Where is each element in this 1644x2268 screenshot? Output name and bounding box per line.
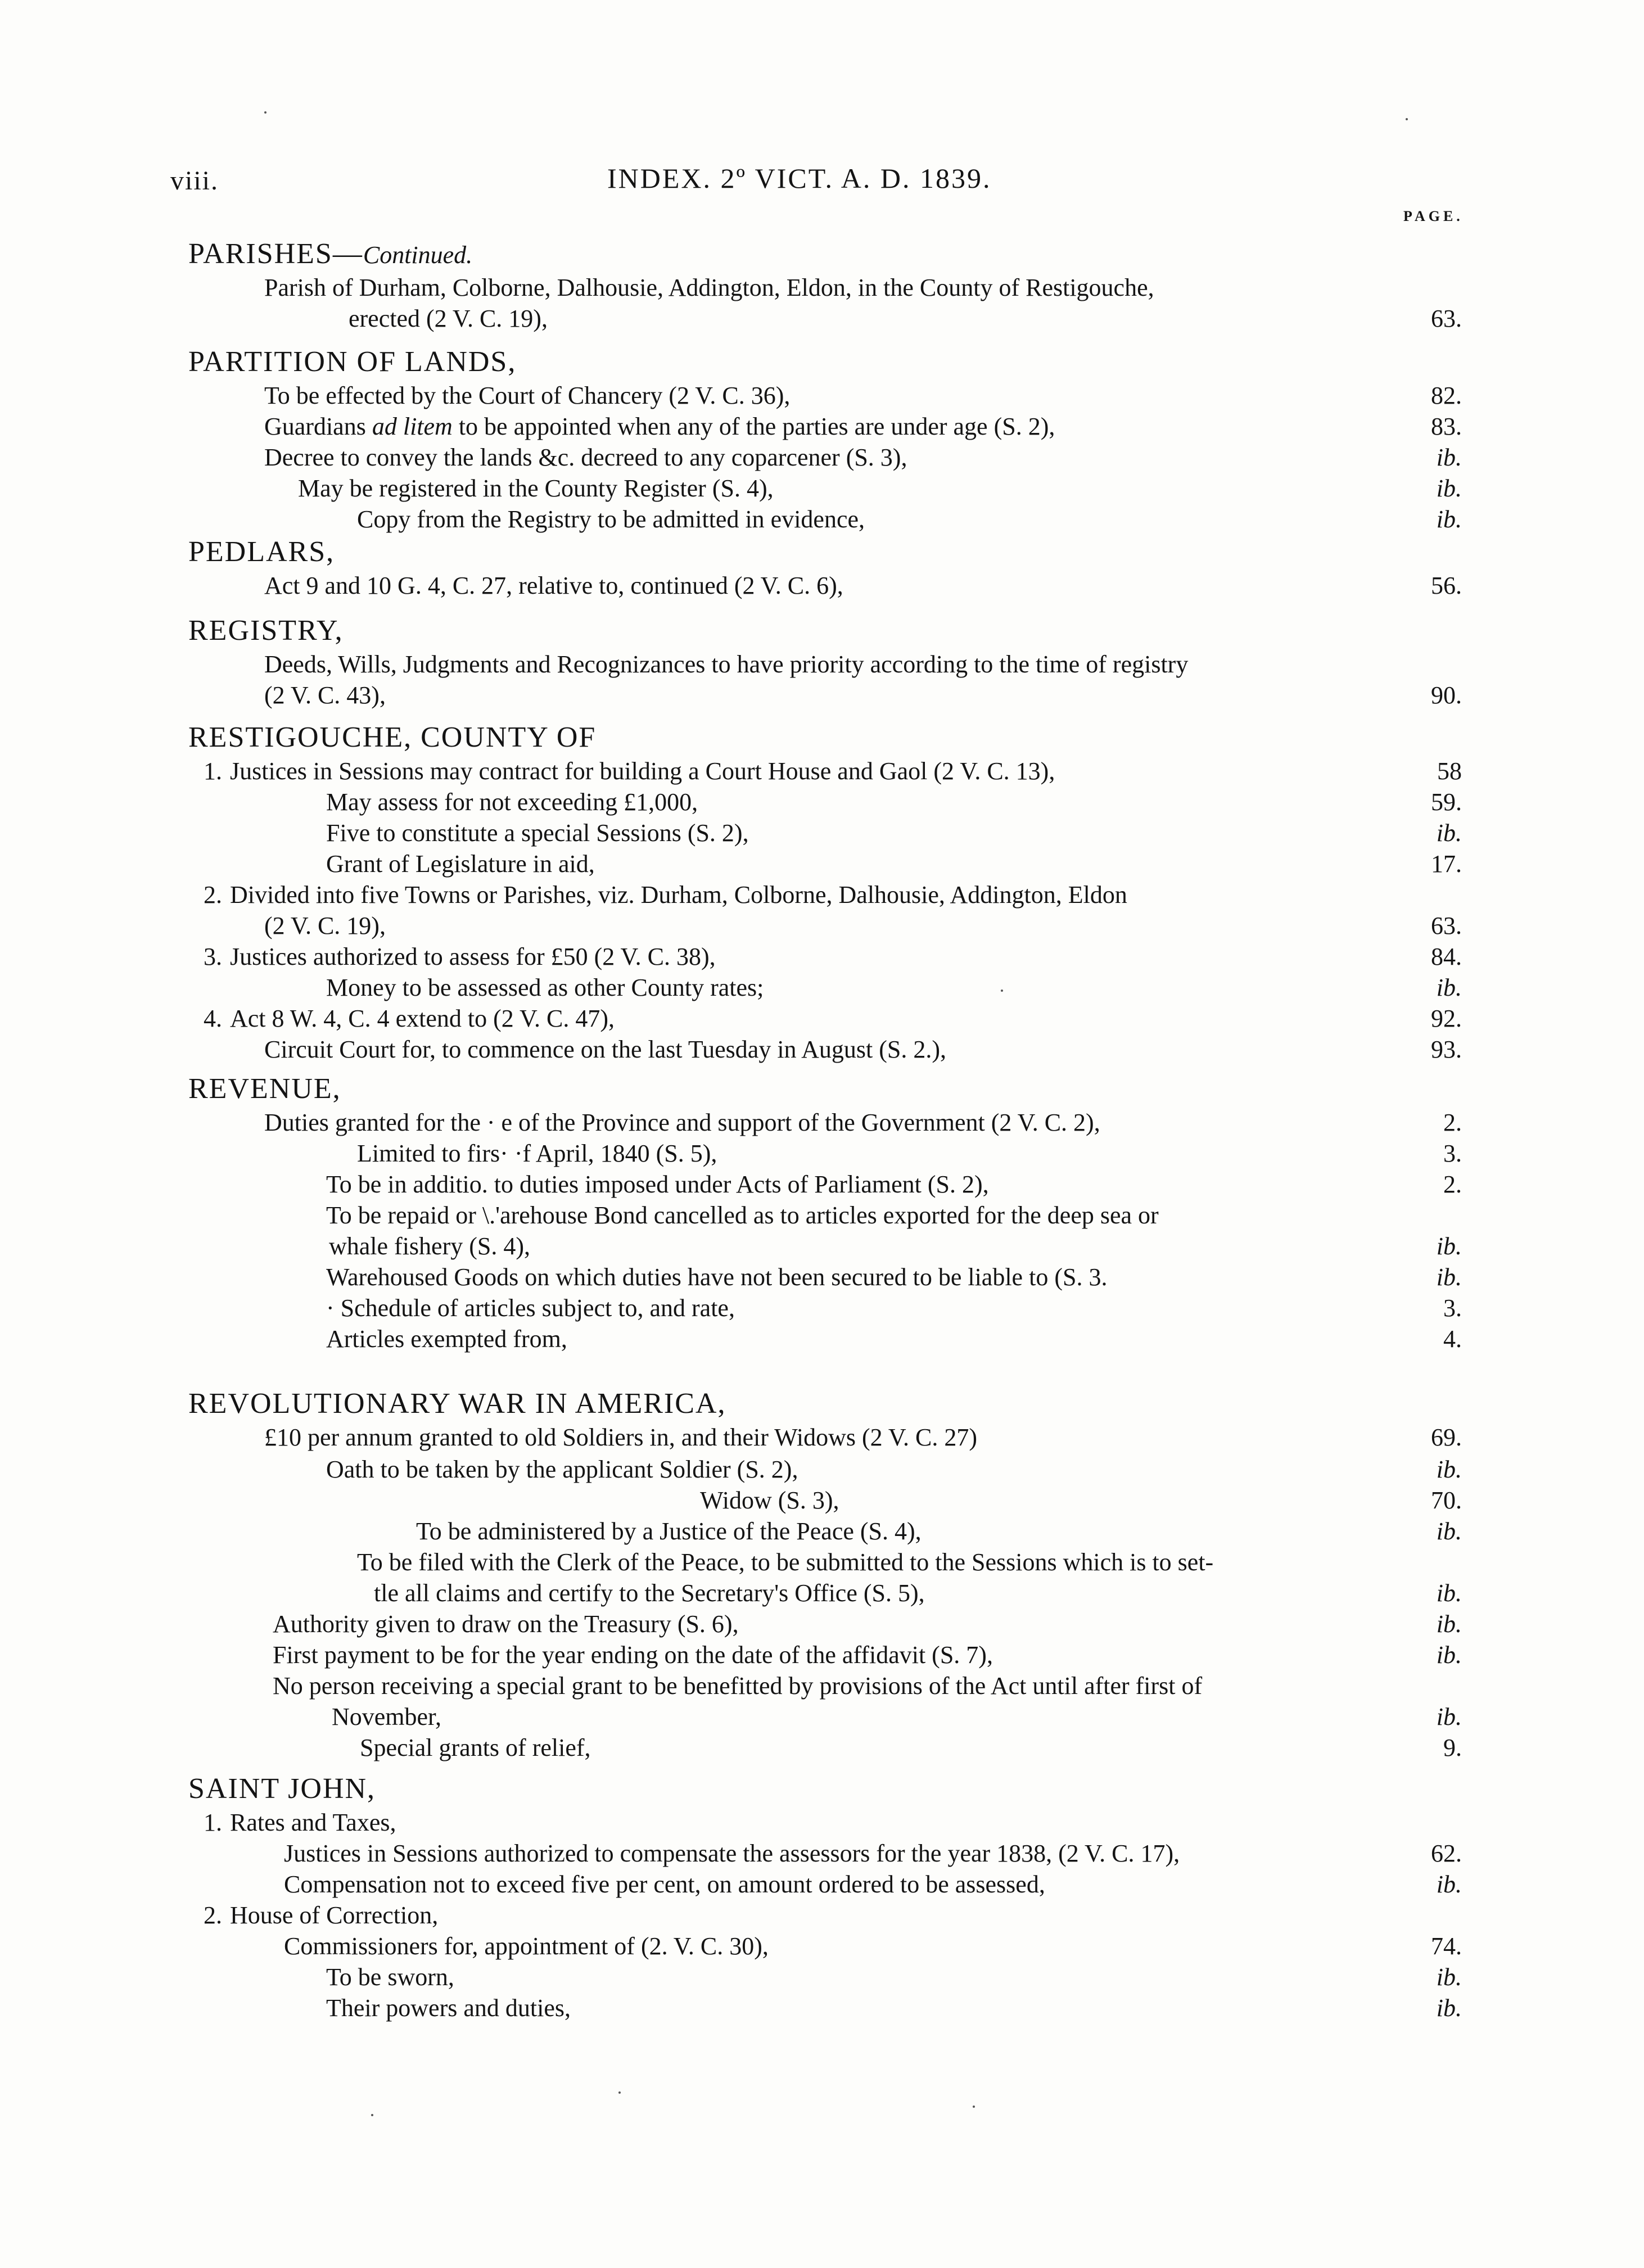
index-entry: [0, 272, 1644, 303]
page-number: viii.: [170, 166, 219, 196]
index-entry: [0, 972, 1644, 1003]
index-entry: [0, 380, 1644, 411]
entry-text: Act 9 and 10 G. 4, C. 27, relative to, continued (2 V. C. 6),: [264, 572, 843, 599]
entry-text: Deeds, Wills, Judgments and Recognizances to have priority according to the time of registry: [264, 650, 1189, 678]
index-entry: [0, 879, 1644, 910]
page-ref: ib.: [1436, 1579, 1462, 1607]
index-entry: [0, 1262, 1644, 1293]
entry-number: 1.: [204, 1809, 222, 1836]
running-header: INDEX. 2º VICT. A. D. 1839.: [607, 162, 992, 194]
index-entry: [0, 1169, 1644, 1200]
page-ref: 63.: [1431, 305, 1462, 332]
page-ref: 93.: [1431, 1036, 1462, 1063]
entry-text: Justices in Sessions authorized to compensate the assessors for the year 1838, (2 V. C. 17),: [284, 1840, 1180, 1867]
entry-text: November,: [332, 1703, 441, 1731]
section-heading: PEDLARS,: [188, 536, 335, 568]
section-revolutionary-war: [0, 1386, 1644, 1763]
entry-text: £10 per annum granted to old Soldiers in, and their Widows (2 V. C. 27): [264, 1424, 977, 1451]
entry-text: Special grants of relief,: [360, 1734, 591, 1761]
index-entry: [0, 1034, 1644, 1065]
entry-text: 3. Justices authorized to assess for £50 (2 V. C. 38),: [204, 943, 716, 970]
entry-number: 1.: [204, 757, 222, 785]
entry-text: Parish of Durham, Colborne, Dalhousie, Addington, Eldon, in the County of Restigouche,: [264, 274, 1154, 301]
entry-number: 4.: [204, 1005, 222, 1032]
page-ref: ib.: [1436, 505, 1462, 533]
index-entry: [0, 442, 1644, 473]
page-ref: 90.: [1431, 681, 1462, 709]
page-ref: 59.: [1431, 788, 1462, 816]
page-ref: 63.: [1431, 912, 1462, 939]
entry-text: Articles exempted from,: [326, 1325, 567, 1353]
index-entry: [0, 1962, 1644, 1993]
index-entry: [0, 910, 1644, 941]
index-entry: [0, 1807, 1644, 1838]
entry-number: 2.: [204, 1901, 222, 1929]
page-ref: 82.: [1431, 382, 1462, 409]
section-heading: PARTITION OF LANDS,: [188, 346, 517, 378]
section-restigouche: [0, 720, 1644, 1065]
entry-text: whale fishery (S. 4),: [329, 1232, 531, 1260]
page-ref: 3.: [1443, 1294, 1462, 1322]
section-partition-of-lands: [0, 344, 1644, 535]
section-heading: SAINT JOHN,: [188, 1773, 376, 1805]
page-ref: 3.: [1443, 1140, 1462, 1167]
page-ref: 56.: [1431, 572, 1462, 599]
index-entry: [0, 1838, 1644, 1869]
index-entry: [0, 411, 1644, 442]
index-entry: [0, 1454, 1644, 1485]
index-entry: [0, 817, 1644, 848]
page-column-label: PAGE.: [1403, 208, 1464, 224]
entry-text: · Schedule of articles subject to, and rate,: [326, 1294, 735, 1322]
index-entry: [0, 1231, 1644, 1262]
heading-continued: Continued.: [363, 241, 473, 269]
latin-term: ad litem: [372, 413, 453, 440]
page-ref: ib.: [1436, 819, 1462, 847]
entry-text: Limited to firs· ·f April, 1840 (S. 5),: [357, 1140, 717, 1167]
entry-text: 2. House of Correction,: [204, 1901, 439, 1929]
entry-text: Grant of Legislature in aid,: [326, 850, 595, 878]
index-entry: [0, 787, 1644, 817]
index-entry: [0, 1931, 1644, 1962]
section-heading: REVOLUTIONARY WAR IN AMERICA,: [188, 1388, 726, 1420]
entry-text: To be repaid or \.'arehouse Bond cancelled as to articles exported for the deep sea or: [326, 1201, 1159, 1229]
section-parishes: [0, 236, 1644, 334]
page-ref: 69.: [1431, 1424, 1462, 1451]
section-heading: [0, 236, 1644, 272]
index-entry: [0, 1138, 1644, 1169]
section-revenue: [0, 1071, 1644, 1354]
entry-text: May assess for not exceeding £1,000,: [326, 788, 698, 816]
entry-text: Compensation not to exceed five per cent, on amount ordered to be assessed,: [284, 1871, 1045, 1898]
page-ref: 2.: [1443, 1171, 1462, 1198]
page-ref: ib.: [1436, 1456, 1462, 1483]
index-entry: [0, 1547, 1644, 1578]
page-ref: ib.: [1436, 1517, 1462, 1545]
page-ref: ib.: [1436, 1263, 1462, 1291]
index-entry: [0, 1639, 1644, 1670]
page-ref: ib.: [1436, 1963, 1462, 1991]
page-ref: 70.: [1431, 1487, 1462, 1514]
index-entry: [0, 1670, 1644, 1701]
page-ref: 92.: [1431, 1005, 1462, 1032]
index-entry: [0, 1900, 1644, 1931]
entry-text: Warehoused Goods on which duties have not been secured to be liable to (S. 3.: [326, 1263, 1108, 1291]
page-ref: 2.: [1443, 1109, 1462, 1136]
section-heading: REVENUE,: [188, 1073, 341, 1105]
index-entry: [0, 303, 1644, 334]
entry-text: erected (2 V. C. 19),: [349, 305, 548, 332]
entry-text: tle all claims and certify to the Secretary's Office (S. 5),: [374, 1579, 925, 1607]
index-entry: [0, 1485, 1644, 1516]
index-entry: [0, 1578, 1644, 1609]
index-entry: [0, 1107, 1644, 1138]
index-entry: [0, 1609, 1644, 1639]
page-ref: 17.: [1431, 850, 1462, 878]
index-entry: [0, 756, 1644, 787]
page-ref: ib.: [1436, 1610, 1462, 1638]
index-entry: [0, 1732, 1644, 1763]
entry-text: Authority given to draw on the Treasury (S. 6),: [273, 1610, 739, 1638]
page-ref: ib.: [1436, 1703, 1462, 1731]
entry-text: Duties granted for the · e of the Province and support of the Government (2 V. C. 2),: [264, 1109, 1100, 1136]
index-entry: [0, 680, 1644, 711]
heading-text: PARISHES—: [188, 238, 363, 270]
page-ref: ib.: [1436, 1871, 1462, 1898]
page-ref: 83.: [1431, 413, 1462, 440]
entry-text: (2 V. C. 43),: [264, 681, 386, 709]
page-ref: 4.: [1443, 1325, 1462, 1353]
index-entry: [0, 848, 1644, 879]
page-ref: 74.: [1431, 1932, 1462, 1960]
entry-text: To be filed with the Clerk of the Peace, to be submitted to the Sessions which is to set-: [357, 1548, 1214, 1576]
entry-text: May be registered in the County Register (S. 4),: [298, 475, 774, 502]
index-entry: [0, 504, 1644, 535]
section-registry: [0, 613, 1644, 711]
entry-text: Circuit Court for, to commence on the last Tuesday in August (S. 2.),: [264, 1036, 947, 1063]
index-entry: [0, 649, 1644, 680]
index-entry: [0, 1869, 1644, 1900]
entry-text: 1. Justices in Sessions may contract for building a Court House and Gaol (2 V. C. 13),: [204, 757, 1055, 785]
entry-text: Their powers and duties,: [326, 1994, 571, 2022]
entry-text: To be in additio. to duties imposed under Acts of Parliament (S. 2),: [326, 1171, 989, 1198]
section-saint-john: [0, 1771, 1644, 2023]
entry-text: Decree to convey the lands &c. decreed to any coparcener (S. 3),: [264, 444, 907, 471]
index-entry: [0, 1293, 1644, 1323]
page-ref: ib.: [1436, 974, 1462, 1001]
index-entry: [0, 1200, 1644, 1231]
page-ref: ib.: [1436, 444, 1462, 471]
entry-text: Money to be assessed as other County rates;: [326, 974, 764, 1001]
index-entry: [0, 570, 1644, 601]
index-entry: [0, 1422, 1644, 1454]
entry-text: First payment to be for the year ending on the date of the affidavit (S. 7),: [273, 1641, 993, 1669]
section-heading: REGISTRY,: [188, 615, 344, 647]
entry-text: Widow (S. 3),: [700, 1487, 839, 1514]
page-ref: ib.: [1436, 475, 1462, 502]
index-entry: [0, 473, 1644, 504]
section-heading: RESTIGOUCHE, COUNTY OF: [188, 721, 597, 753]
entry-text: Copy from the Registry to be admitted in evidence,: [357, 505, 865, 533]
entry-text: Oath to be taken by the applicant Soldier (S. 2),: [326, 1456, 798, 1483]
page-ref: 9.: [1443, 1734, 1462, 1761]
index-entry: [0, 1516, 1644, 1547]
entry-text: 2. Divided into five Towns or Parishes, viz. Durham, Colborne, Dalhousie, Addington, Eldon: [204, 881, 1127, 909]
entry-text: No person receiving a special grant to be benefitted by provisions of the Act until after first of: [273, 1672, 1203, 1700]
entry-text: To be effected by the Court of Chancery (2 V. C. 36),: [264, 382, 791, 409]
entry-text: To be administered by a Justice of the Peace (S. 4),: [416, 1517, 922, 1545]
index-entry: [0, 1993, 1644, 2023]
entry-text: Commissioners for, appointment of (2. V. C. 30),: [284, 1932, 769, 1960]
index-entry: [0, 941, 1644, 972]
entry-text: (2 V. C. 19),: [264, 912, 386, 939]
page-ref: ib.: [1436, 1994, 1462, 2022]
entry-text: To be sworn,: [326, 1963, 454, 1991]
section-pedlars: [0, 534, 1644, 601]
index-entry: [0, 1323, 1644, 1354]
index-entry: [0, 1701, 1644, 1732]
entry-text: Guardians ad litem to be appointed when any of the parties are under age (S. 2),: [264, 413, 1055, 440]
page-ref: ib.: [1436, 1641, 1462, 1669]
index-entry: [0, 1003, 1644, 1034]
entry-text: 1. Rates and Taxes,: [204, 1809, 396, 1836]
entry-number: 2.: [204, 881, 222, 909]
page-ref: 62.: [1431, 1840, 1462, 1867]
page-ref: 58: [1437, 757, 1462, 785]
page-ref: ib.: [1436, 1232, 1462, 1260]
page-ref: 84.: [1431, 943, 1462, 970]
entry-text: Five to constitute a special Sessions (S. 2),: [326, 819, 749, 847]
entry-number: 3.: [204, 943, 222, 970]
entry-text: 4. Act 8 W. 4, C. 4 extend to (2 V. C. 47),: [204, 1005, 615, 1032]
